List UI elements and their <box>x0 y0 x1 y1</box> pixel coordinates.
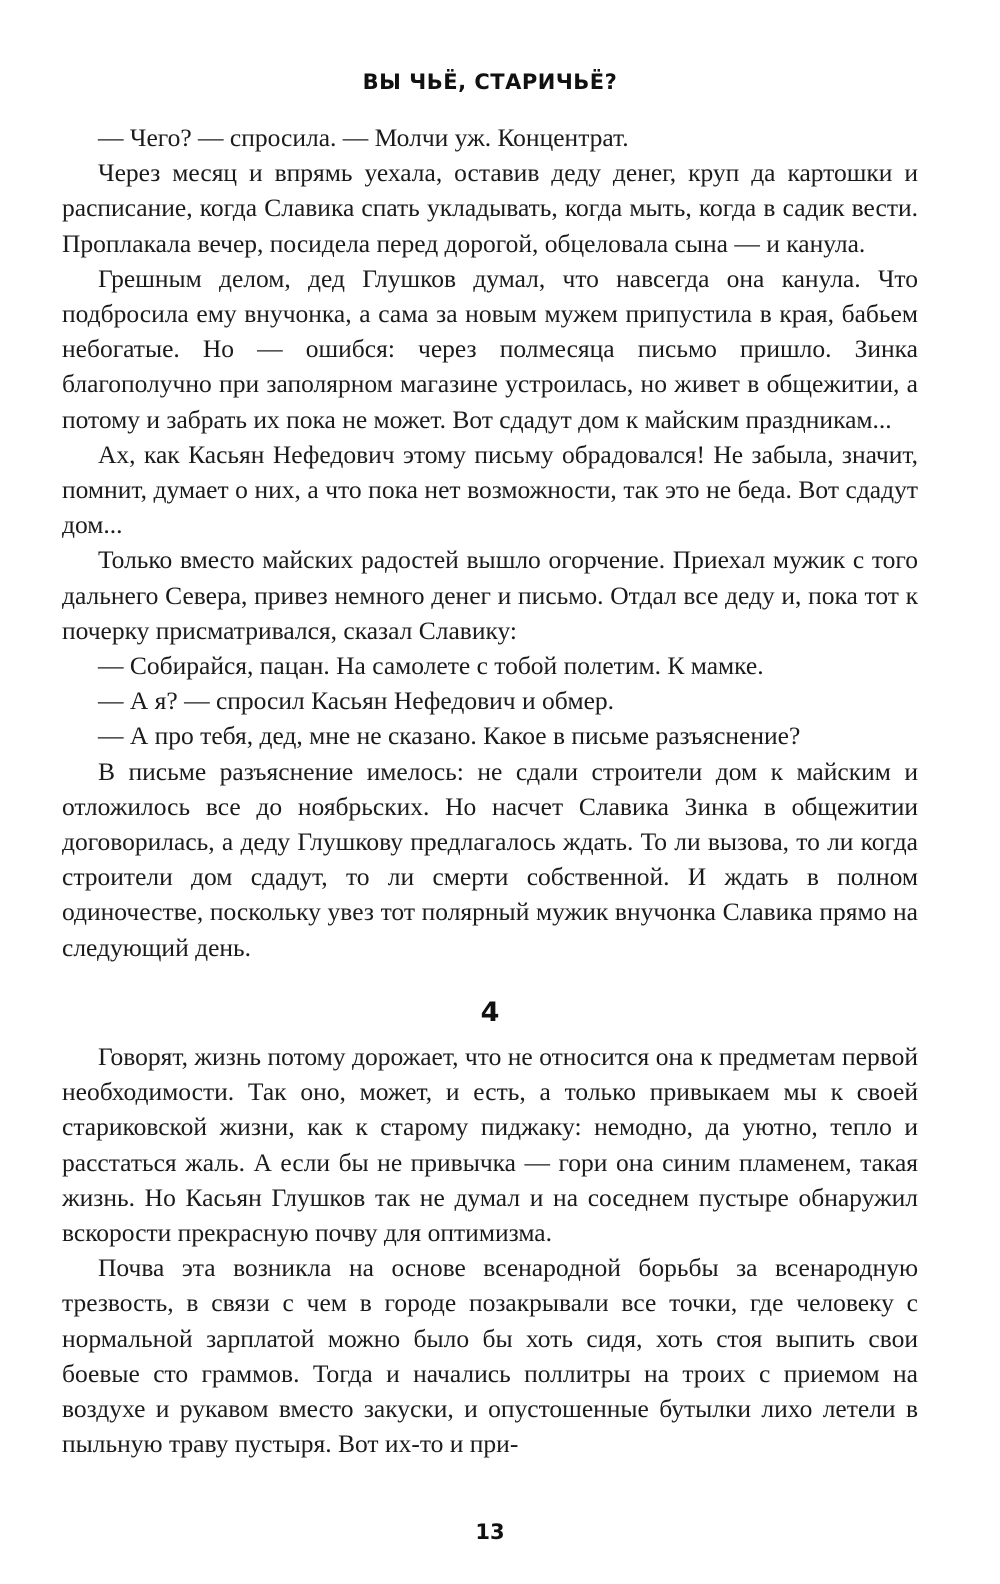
paragraph: Говорят, жизнь потому дорожает, что не относится она к предметам первой необходимости. Так оно, может, и есть, а только привыкаем мы к своей стариковской жизни, как к старому пиджаку: немодно, да уютно, тепло и расстаться жаль. А если бы не привычка — гори она синим пламенем, такая жизнь. Но Касьян Глушков так не думал и на соседнем пустыре обнаружил вскорости прекрасную почву для оптимизма. <box>62 1042 918 1248</box>
paragraph: Только вместо майских радостей вышло огорчение. Приехал мужик с того дальнего Севера, привез немного денег и письмо. Отдал все деду и, пока тот к почерку присматривался, сказал Славику: <box>62 545 918 645</box>
dialogue-line: — А я? — спросил Касьян Нефедович и обмер. <box>98 686 615 716</box>
book-page <box>62 0 918 1584</box>
text-block-before-chapter <box>62 120 918 965</box>
text-block-after-chapter <box>62 1039 918 1461</box>
paragraph: — Чего? — спросила. — Молчи уж. Концентрат. <box>98 123 629 152</box>
paragraph: Через месяц и впрямь уехала, оставив деду денег, круп да картошки и расписание, когда Славика спать укладывать, когда мыть, когда в садик вести. Проплакала вечер, посидела перед дорогой, обцеловала сына — и канула. <box>62 158 918 258</box>
dialogue-line: — А про тебя, дед, мне не сказано. Какое в письме разъяснение? <box>98 721 801 751</box>
paragraph: Ах, как Касьян Нефедович этому письму обрадовался! Не забыла, значит, помнит, думает о них, а что пока нет возможности, так это не беда. Вот сдадут дом... <box>62 439 918 540</box>
running-head: ВЫ ЧЬЁ, СТАРИЧЬЁ? <box>362 70 618 94</box>
page-number: 13 <box>475 1520 505 1544</box>
paragraph: В письме разъяснение имелось: не сдали строители дом к майским и отложилось все до ноябрьских. Но насчет Славика Зинка в общежитии договорилась, а деду Глушкову предлагалось ждать. То ли вызова, то ли когда строители дом сдадут, то ли смерти собственной. И ждать в полном одиночестве, поскольку увез тот полярный мужик внучонка Славика прямо на следующий день. <box>62 756 918 962</box>
paragraph: Почва эта возникла на основе всенародной борьбы за всенародную трезвость, в связи с чем в городе позакрывали все точки, где человеку с нормальной зарплатой можно было бы хоть сидя, хоть стоя выпить свои боевые сто граммов. Тогда и начались поллитры на троих с приемом на воздухе и рукавом вместо закуски, и опустошенные бутылки лихо летели в пыльную траву пустыря. Вот их-то и при- <box>62 1253 918 1459</box>
dialogue-line: — Собирайся, пацан. На самолете с тобой полетим. К мамке. <box>98 651 764 681</box>
paragraph: Грешным делом, дед Глушков думал, что навсегда она канула. Что подбросила ему внучонка, а сама за новым мужем припустила в края, бабьем небогатые. Но — ошибся: через полмесяца письмо пришло. Зинка благополучно при заполярном магазине устроилась, но живет в общежитии, а потому и забрать их пока не может. Вот сдадут дом к майским праздникам... <box>62 263 918 434</box>
chapter-number: 4 <box>480 997 500 1028</box>
